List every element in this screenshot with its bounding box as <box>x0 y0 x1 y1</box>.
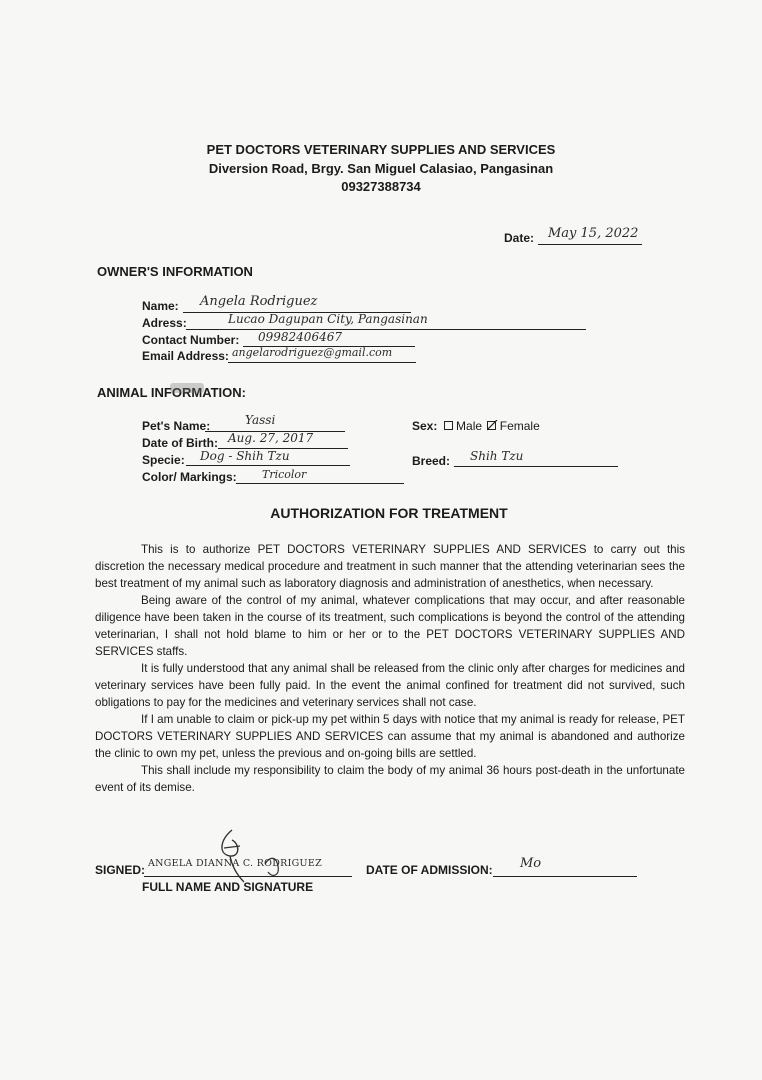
specie-label: Specie: <box>142 453 185 467</box>
owner-address-label: Adress: <box>142 316 187 330</box>
breed-line <box>454 466 618 467</box>
handwritten-signature <box>210 826 320 886</box>
sex-field <box>412 419 540 433</box>
signed-line <box>144 876 352 877</box>
specie-value: Dog - Shih Tzu <box>200 449 290 463</box>
breed-value: Shih Tzu <box>470 449 524 463</box>
paragraph: This is to authorize PET DOCTORS VETERINARY SUPPLIES AND SERVICES to carry out this discretion the necessary medical procedure and treatment in such manner that the attending veterinarian sees the best treatment of my animal such as laboratory diagnosis and administration of anesthetics, when necessary. <box>95 543 685 590</box>
ink-smudge <box>170 383 204 393</box>
pet-name-value: Yassi <box>245 413 276 427</box>
pet-name-label: Pet's Name: <box>142 419 211 433</box>
date-line <box>538 244 642 245</box>
owner-address-value: Lucao Dagupan City, Pangasinan <box>228 312 428 326</box>
sex-female-option: Female <box>499 419 540 433</box>
color-label: Color/ Markings: <box>142 470 237 484</box>
admission-label: DATE OF ADMISSION: <box>366 863 493 877</box>
date-label: Date: <box>504 231 535 245</box>
owner-contact-label: Contact Number: <box>142 333 240 347</box>
sex-female-checkbox[interactable] <box>487 421 496 430</box>
paragraph: This shall include my responsibility to claim the body of my animal 36 hours post-death in the unfortunate event of its demise. <box>95 764 685 794</box>
paragraph: It is fully understood that any animal shall be released from the clinic only after charges for medicines and veterinary services have been fully paid. In the event the animal confined for treatment did not survived, such obligations to pay for the medicines and veterinary services shall not case. <box>95 662 685 709</box>
owner-heading: OWNER'S INFORMATION <box>97 264 253 279</box>
signed-value: ANGELA DIANNA C. RODRIGUEZ <box>148 858 322 869</box>
company-name: PET DOCTORS VETERINARY SUPPLIES AND SERVICES <box>206 142 556 157</box>
owner-email-line <box>228 362 416 363</box>
paragraph: Being aware of the control of my animal, whatever complications that may occur, and after reasonable diligence have been taken in the course of its treatment, such complications is beyond the control of the attending veterinarian, I shall not hold blame to him or her or to the PET DOCTORS VETERINARY SUPPLIES AND SERVICES staffs. <box>95 594 685 658</box>
admission-value: Mo <box>520 856 542 871</box>
admission-line <box>493 876 637 877</box>
authorization-title: AUTHORIZATION FOR TREATMENT <box>270 505 508 521</box>
specie-line <box>186 465 350 466</box>
company-phone: 09327388734 <box>341 179 421 194</box>
dob-value: Aug. 27, 2017 <box>228 431 314 445</box>
animal-heading: ANIMAL INFORMATION: <box>97 385 246 400</box>
sex-male-option: Male <box>456 419 483 433</box>
owner-contact-value: 09982406467 <box>258 330 342 344</box>
check-mark-icon <box>487 420 498 431</box>
sex-male-checkbox[interactable] <box>444 421 453 430</box>
paragraph: If I am unable to claim or pick-up my pet within 5 days with notice that my animal is ready for release, PET DOCTORS VETERINARY SUPPLIES AND SERVICES can assume that my animal is abandoned and authorize the clinic to own my pet, unless the previous and on-going bills are settled. <box>95 713 685 760</box>
sex-label: Sex: <box>412 419 438 433</box>
breed-label: Breed: <box>412 454 451 468</box>
color-line <box>236 483 404 484</box>
date-value: May 15, 2022 <box>548 226 639 241</box>
company-address: Diversion Road, Brgy. San Miguel Calasiao, Pangasinan <box>208 161 554 176</box>
owner-email-label: Email Address: <box>142 349 229 363</box>
full-name-label: FULL NAME AND SIGNATURE <box>142 880 314 894</box>
owner-name-value: Angela Rodriguez <box>200 294 318 309</box>
color-value: Tricolor <box>262 468 307 481</box>
owner-email-value: angelarodriguez@gmail.com <box>232 346 393 359</box>
owner-name-label: Name: <box>142 299 179 313</box>
owner-address-line <box>186 329 586 330</box>
signed-label: SIGNED: <box>95 863 146 877</box>
authorization-body <box>95 541 685 796</box>
dob-label: Date of Birth: <box>142 436 218 450</box>
